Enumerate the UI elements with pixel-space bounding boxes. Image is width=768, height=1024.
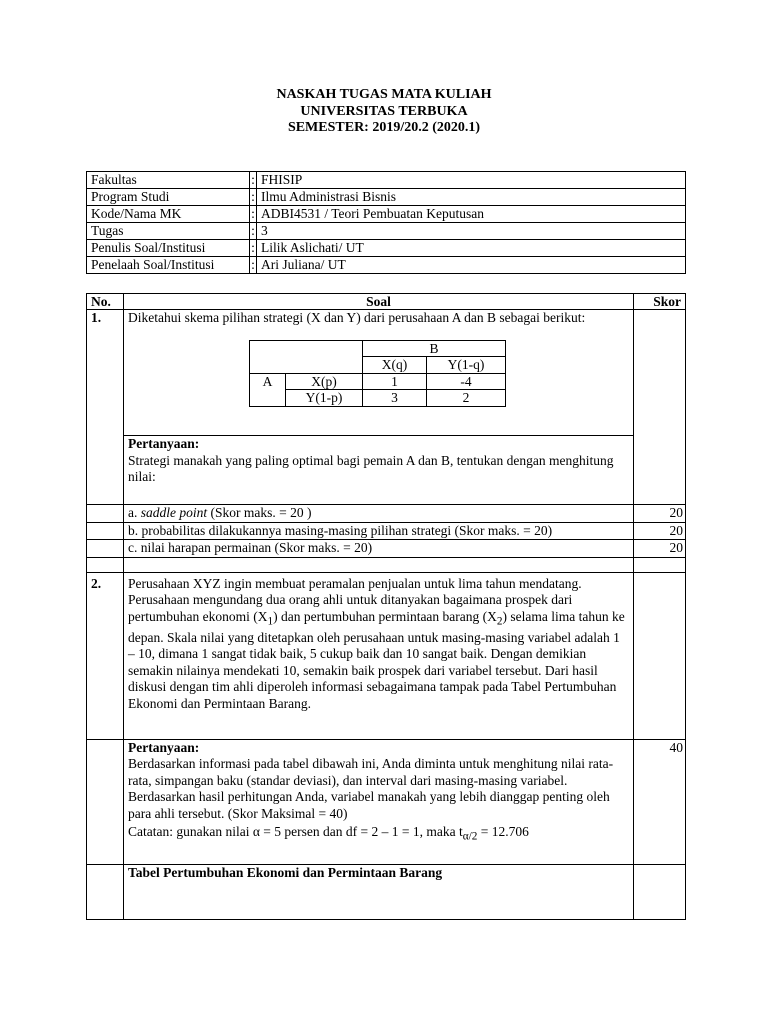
q2-table-title: Tabel Pertumbuhan Ekonomi dan Permintaan Barang <box>128 864 443 880</box>
info-value: Ilmu Administrasi Bisnis <box>257 189 686 206</box>
info-label: Fakultas <box>87 172 250 189</box>
strategy-matrix <box>249 340 506 407</box>
questions-table <box>86 293 686 920</box>
q2-number: 2. <box>87 572 124 739</box>
info-colon: : <box>251 189 255 204</box>
info-label: Kode/Nama MK <box>87 206 250 223</box>
q1-question-label: Pertanyaan: <box>128 436 200 451</box>
q2-note: Catatan: gunakan nilai α = 5 persen dan df = 2 – 1 = 1, maka $t_{\alpha/2} = 12.706$ <box>128 824 529 843</box>
info-label: Program Studi <box>87 189 250 206</box>
info-value: 3 <box>257 223 686 240</box>
info-value: Lilik Aslichati/ UT <box>257 240 686 257</box>
info-row <box>87 206 686 223</box>
q2-intro-score <box>634 572 686 739</box>
info-value: Ari Juliana/ UT <box>257 257 686 274</box>
spacer-cell <box>124 557 634 572</box>
info-colon: : <box>251 257 255 272</box>
q1-item-c-score: 20 <box>634 540 686 558</box>
info-table <box>86 171 686 274</box>
info-row <box>87 172 686 189</box>
document-header <box>0 87 768 137</box>
q1-item-no <box>87 522 124 540</box>
q1-intro-row <box>87 310 686 436</box>
matrix-a-label: A <box>250 373 286 406</box>
info-colon: : <box>251 223 255 238</box>
q1-spacer-row <box>87 557 686 572</box>
info-label: Penelaah Soal/Institusi <box>87 257 250 274</box>
q2-question-row <box>87 739 686 864</box>
q1-question-row <box>87 436 686 505</box>
info-row <box>87 189 686 206</box>
info-row <box>87 257 686 274</box>
q1-item-c: c. nilai harapan permainan (Skor maks. = 20) <box>124 540 634 558</box>
matrix-v21: 3 <box>363 390 427 407</box>
q1-item-b-score: 20 <box>634 522 686 540</box>
info-colon: : <box>251 172 255 187</box>
q2-table-no <box>87 864 124 919</box>
q1-item-a-score: 20 <box>634 505 686 523</box>
q2-score: 40 <box>634 739 686 864</box>
q1-question-text: Strategi manakah yang paling optimal bagi pemain A dan B, tentukan dengan menghitung nilai: <box>128 452 614 484</box>
info-row <box>87 240 686 257</box>
matrix-b-label: B <box>363 340 506 357</box>
info-label: Tugas <box>87 223 250 240</box>
info-value: FHISIP <box>257 172 686 189</box>
matrix-y1q: Y(1-q) <box>427 357 506 374</box>
matrix-empty-cell <box>250 340 363 373</box>
matrix-v11: 1 <box>363 373 427 390</box>
matrix-xq: X(q) <box>363 357 427 374</box>
q1-item-row <box>87 505 686 523</box>
matrix-xp: X(p) <box>286 373 363 390</box>
header-no: No. <box>87 294 124 310</box>
q1-item-a: a. saddle point (Skor maks. = 20 ) <box>124 505 634 523</box>
header-skor: Skor <box>634 294 686 310</box>
spacer-cell <box>634 557 686 572</box>
spacer-cell <box>87 557 124 572</box>
q2-question-cell <box>124 739 634 864</box>
q2-question-no <box>87 739 124 864</box>
q1-number: 1. <box>87 310 124 505</box>
saddle-point-term: saddle point <box>140 505 208 520</box>
info-colon: : <box>251 240 255 255</box>
q1-item-row <box>87 522 686 540</box>
header-soal: Soal <box>124 294 634 310</box>
q1-intro-text: Diketahui skema pilihan strategi (X dan Y) dari perusahaan A dan B sebagai berikut: <box>128 310 586 325</box>
q1-intro-score <box>634 310 686 505</box>
info-value: ADBI4531 / Teori Pembuatan Keputusan <box>257 206 686 223</box>
q2-table-score <box>634 864 686 919</box>
header-university: UNIVERSITAS TERBUKA <box>300 103 468 119</box>
q2-intro-cell: Perusahaan XYZ ingin membuat peramalan penjualan untuk lima tahun mendatang. Perusahaan mengundang dua orang ahli untuk ditanyakan bagaimana prospek dari pertumbuhan ekonomi $(X_1)$ dan pertumbuhan permintaan barang $(X_2)$ selama lima tahun ke depan. Skala nilai yang ditetapkan oleh perusahaan untuk masing-masing variabel adalah 1 – 10, dimana 1 sangat tidak baik, 5 cukup baik dan 10 sangat baik. Dengan demikian semakin nilainya mendekati 10, semakin baik prospek dari variabel tersebut. Dari hasil diskusi dengan tim ahli diperoleh informasi sebagaimana tampak pada Tabel Pertumbuhan Ekonomi dan Permintaan Barang. <box>124 572 634 739</box>
header-title: NASKAH TUGAS MATA KULIAH <box>276 87 492 102</box>
matrix-v22: 2 <box>427 390 506 407</box>
header-semester: SEMESTER: 2019/20.2 (2020.1) <box>287 120 481 135</box>
q1-item-no <box>87 540 124 558</box>
q1-item-b: b. probabilitas dilakukannya masing-masing pilihan strategi (Skor maks. = 20) <box>124 522 634 540</box>
questions-header-row <box>87 294 686 310</box>
matrix-v12: -4 <box>427 373 506 390</box>
info-label: Penulis Soal/Institusi <box>87 240 250 257</box>
q2-question-text: Berdasarkan informasi pada tabel dibawah ini, Anda diminta untuk menghitung nilai rata-rata, simpangan baku (standar deviasi), dan interval dari masing-masing variabel. Berdasarkan hasil perhitungan Anda, variabel manakah yang lebih dianggap penting oleh para ahli tersebut. (Skor Maksimal = 40) <box>128 756 614 821</box>
q1-item-row <box>87 540 686 558</box>
q2-question-label: Pertanyaan: <box>128 739 200 755</box>
info-row <box>87 223 686 240</box>
q1-item-no <box>87 505 124 523</box>
info-colon: : <box>251 206 255 221</box>
q2-table-title-cell <box>124 864 634 919</box>
q1-question-cell <box>124 436 634 505</box>
q2-intro-row <box>87 572 686 739</box>
matrix-y1p: Y(1-p) <box>286 390 363 407</box>
q2-table-title-row <box>87 864 686 919</box>
q1-intro-cell <box>124 310 634 436</box>
